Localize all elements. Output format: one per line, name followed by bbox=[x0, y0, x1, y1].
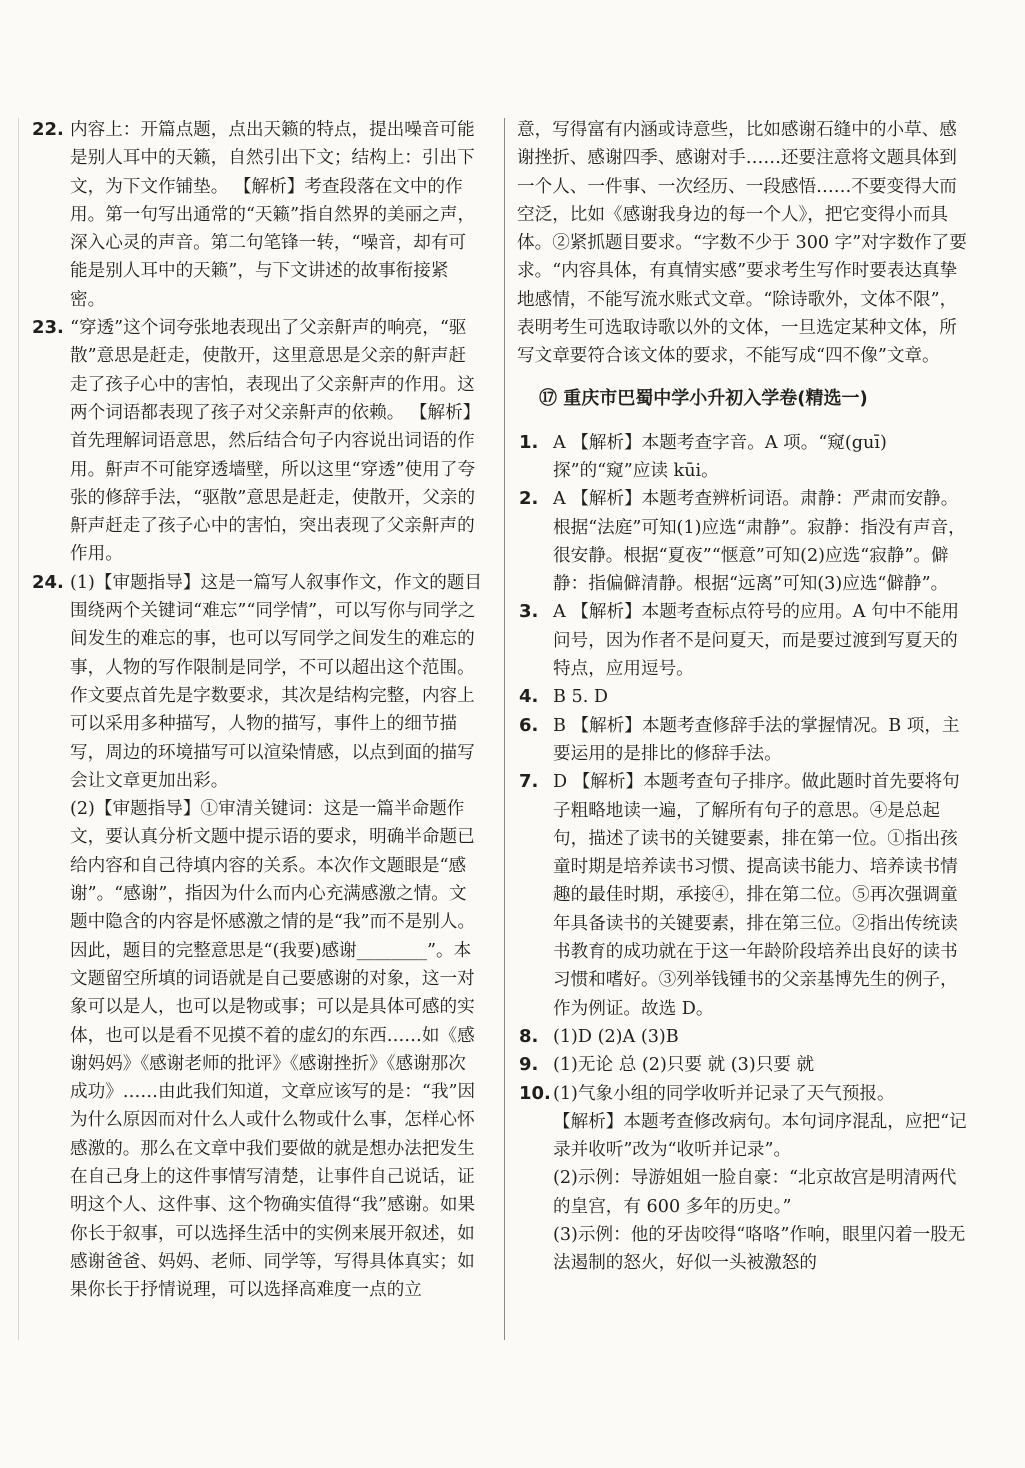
item-number: 9. bbox=[519, 1054, 539, 1076]
answer-item-23 bbox=[30, 314, 482, 569]
item-text: B 【解析】本题考查修辞手法的掌握情况。B 项，主要运用的是排比的修辞手法。 bbox=[553, 715, 960, 764]
item-text: B 5. D bbox=[553, 687, 609, 708]
answer-item-2 bbox=[517, 485, 970, 598]
item-text: (1)无论 总 (2)只要 就 (3)只要 就 bbox=[553, 1055, 815, 1076]
item-number: 6. bbox=[519, 714, 539, 736]
item-text: (1)D (2)A (3)B bbox=[553, 1026, 679, 1047]
item-number: 7. bbox=[519, 771, 539, 793]
answer-item-24 bbox=[30, 569, 482, 1305]
item-number: 1. bbox=[519, 431, 539, 453]
answer-item-4 bbox=[517, 683, 970, 711]
item-text: A 【解析】本题考查辨析词语。肃静：严肃而安静。根据“法庭”可知(1)应选“肃静”。寂静：指没有声音，很安静。根据“夏夜”“惬意”可知(2)应选“寂静”。僻静：指偏僻清静。根据“远离”可知(3)应选“僻静”。 bbox=[553, 489, 966, 595]
item-text: A 【解析】本题考查字音。A 项。“窥(guī)探”的“窥”应读 kūi。 bbox=[553, 432, 887, 481]
answer-item-10 bbox=[517, 1080, 970, 1278]
item-number: 3. bbox=[519, 601, 539, 623]
answer-item-3 bbox=[517, 598, 970, 683]
item-text: 内容上：开篇点题，点出天籁的特点，提出噪音可能是别人耳中的天籁，自然引出下文；结构上：引出下文，为下文作铺垫。 【解析】考查段落在文中的作用。第一句写出通常的“天籁”指自然界的美丽之声，深入心灵的声音。第二句笔锋一转，“噪音，却有可能是别人耳中的天籁”，与下文讲述的故事衔接紧密。 bbox=[70, 120, 476, 310]
item-text-part-3: (2)示例：导游姐姐一脸自豪：“北京故宫是明清两代的皇宫，有 600 多年的历史。” bbox=[553, 1168, 957, 1217]
item-number: 10. bbox=[519, 1082, 551, 1104]
answer-item-8 bbox=[517, 1023, 970, 1051]
answer-item-1 bbox=[517, 429, 970, 486]
item-text-part-2: (2)【审题指导】①审清关键词：这是一篇半命题作文，要认真分析文题中提示语的要求，明确半命题已给内容和自己待填内容的关系。本次作文题眼是“感谢”。“感谢”，指因为什么而内心充满感激之情。文题中隐含的内容是怀感激之情的是“我”而不是别人。因此，题目的完整意思是“(我要)感谢________”。本文题留空所填的词语就是自己要感谢的对象，这一对象可以是人，也可以是物或事；可以是具体可感的实体，也可以是看不见摸不着的虚幻的东西……如《感谢妈妈》《感谢老师的批评》《感谢挫折》《感谢那次成功》……由此我们知道，文章应该写的是：“我”因为什么原因而对什么人或什么物或什么事，怎样心怀感激的。那么在文章中我们要做的就是想办法把发生在自己身上的这件事情写清楚，让事件自己说话，证明这个人、这件事、这个物确实值得“我”感谢。如果你长于叙事，可以选择生活中的实例来展开叙述，如感谢爸爸、妈妈、老师、同学等，写得具体真实；如果你长于抒情说理，可以选择高难度一点的立 bbox=[70, 799, 476, 1301]
item-number: 2. bbox=[519, 488, 539, 510]
item-number: 22. bbox=[32, 119, 64, 140]
answer-item-22 bbox=[30, 116, 482, 314]
item-text: “穿透”这个词夸张地表现出了父亲鼾声的响亮，“驱散”意思是赶走，使散开，这里意思是父亲的鼾声赶走了孩子心中的害怕，表现出了父亲鼾声的作用。这两个词语都表现了孩子对父亲鼾声的依赖。 【解析】首先理解词语意思，然后结合句子内容说出词语的作用。鼾声不可能穿透墙壁，所以这里“穿透”使用了夸张的修辞手法，“驱散”意思是赶走，使散开，父亲的鼾声赶走了孩子心中的害怕，突出表现了父亲鼾声的作用。 bbox=[70, 318, 481, 565]
item-number: 23. bbox=[32, 317, 64, 339]
item-number: 24. bbox=[32, 571, 64, 593]
right-column bbox=[517, 116, 970, 1278]
section-title: ⑰ 重庆市巴蜀中学小升初入学卷(精选一) bbox=[539, 387, 868, 409]
column-divider bbox=[504, 118, 505, 1340]
item-text-part-2: 【解析】本题考查修改病句。本句词序混乱，应把“记录并收听”改为“收听并记录”。 bbox=[553, 1111, 967, 1161]
left-column bbox=[30, 116, 482, 1304]
continued-text: 意，写得富有内涵或诗意些，比如感谢石缝中的小草、感谢挫折、感谢四季、感谢对手……还要注意将文题具体到一个人、一件事、一次经历、一段感悟……不要变得大而空泛，比如《感谢我身边的每一个人》，把它变得小而具体。②紧抓题目要求。“字数不少于 300 字”对字数作了要求。“内容具体，有真情实感”要求考生写作时要表达真挚地感情，不能写流水账式文章。“除诗歌外，文体不限”，表明考生可选取诗歌以外的文体，一旦选定某种文体，所写文章要符合该文体的要求，不能写成“四不像”文章。 bbox=[517, 120, 967, 367]
item-text: D 【解析】本题考查句子排序。做此题时首先要将句子粗略地读一遍，了解所有句子的意思。④是总起句，描述了读书的关键要素，排在第一位。①指出孩童时期是培养读书习惯、提高读书能力、培养读书情趣的最佳时期，承接④，排在第二位。⑤再次强调童年具备读书的关键要素，排在第三位。②指出传统读书教育的成功就在于这一年龄阶段培养出良好的读书习惯和嗜好。③列举钱锺书的父亲基博先生的例子，作为例证。故选 D。 bbox=[553, 772, 960, 1019]
item-text-part-1: (1)气象小组的同学收听并记录了天气预报。 bbox=[553, 1083, 895, 1104]
item-number: 4. bbox=[519, 686, 539, 708]
item-number: 8. bbox=[519, 1025, 539, 1047]
item-text-part-1: (1)【审题指导】这是一篇写人叙事作文，作文的题目围绕两个关键词“难忘”“同学情”，可以写你与同学之间发生的难忘的事，也可以写同学之间发生的难忘的事，人物的写作限制是同学，不可以超出这个范围。作文要点首先是字数要求，其次是结构完整，内容上可以采用多种描写，人物的描写，事件上的细节描写，周边的环境描写可以渲染情感，以点到面的描写会让文章更加出彩。 bbox=[70, 572, 482, 791]
answer-item-6 bbox=[517, 712, 970, 769]
answer-item-9 bbox=[517, 1051, 970, 1079]
item-text-part-4: (3)示例：他的牙齿咬得“咯咯”作响，眼里闪着一股无法遏制的怒火，好似一头被激怒的 bbox=[553, 1224, 966, 1274]
item-text: A 【解析】本题考查标点符号的应用。A 句中不能用问号，因为作者不是问夏天，而是要过渡到写夏天的特点，应用逗号。 bbox=[553, 602, 960, 680]
margin-rule bbox=[18, 118, 19, 1340]
answer-item-7 bbox=[517, 768, 970, 1023]
